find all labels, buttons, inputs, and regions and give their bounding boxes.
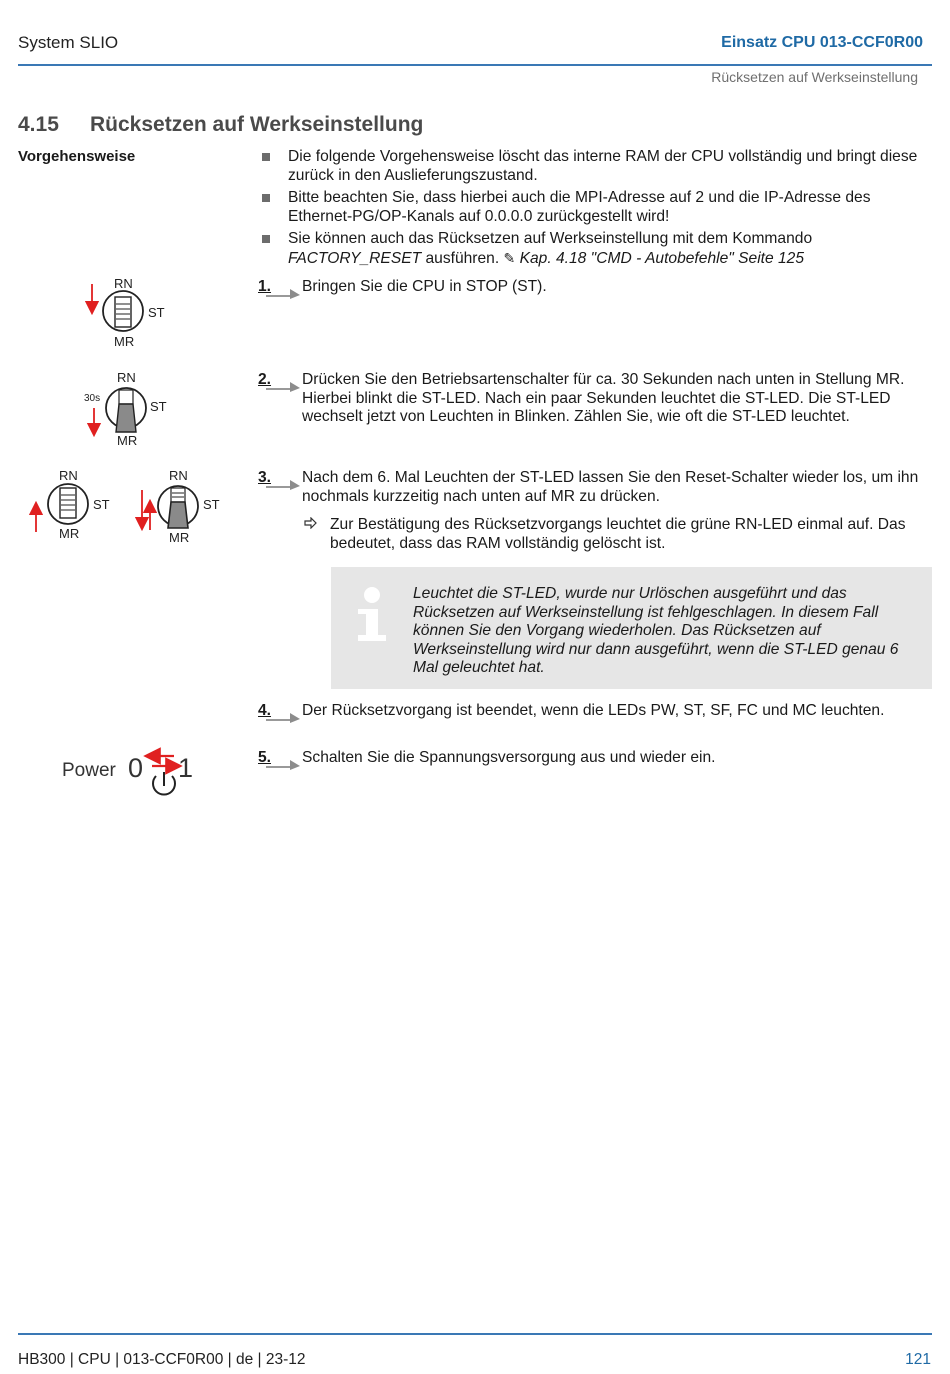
footer-page-number: 121 bbox=[905, 1351, 931, 1368]
step-number: 4. bbox=[258, 702, 272, 719]
label-st: ST bbox=[150, 399, 167, 414]
bullet-text-mid: ausführen. bbox=[421, 249, 504, 267]
label-mr: MR bbox=[117, 433, 138, 448]
result-arrow-icon bbox=[304, 517, 318, 529]
label-30s: 30s bbox=[84, 393, 101, 404]
header-chapter-title: Einsatz CPU 013-CCF0R00 bbox=[721, 34, 923, 51]
label-st: ST bbox=[203, 497, 220, 512]
step-arrow-icon bbox=[266, 380, 300, 392]
label-st: ST bbox=[93, 497, 110, 512]
header-section-subtitle: Rücksetzen auf Werkseinstellung bbox=[711, 69, 918, 85]
info-text: Leuchtet die ST-LED, wurde nur Urlöschen ausgeführt und das Rücksetzen auf Werkseinstellung ist fehlgeschlagen. In diesem Fall können Sie den Vorgang wiederholen. Das Rücksetzen auf Werkseinstellung wird nur dann ausgeführt, wenn die ST-LED genau 6 Mal geleuchtet hat. bbox=[413, 585, 899, 676]
label-mr: MR bbox=[169, 530, 190, 545]
power-on-label: 1 bbox=[178, 753, 194, 783]
step-arrow-icon bbox=[266, 287, 300, 299]
label-mr: MR bbox=[59, 526, 80, 541]
step-arrow-icon bbox=[266, 711, 300, 723]
bullet-text-pre: Sie können auch das Rücksetzen auf Werkseinstellung mit dem Kommando bbox=[288, 230, 813, 247]
label-rn: RN bbox=[114, 276, 133, 291]
power-cycle-figure bbox=[58, 746, 208, 806]
section-number: 4.15 bbox=[18, 113, 59, 136]
crossref-icon: ✎ bbox=[503, 249, 516, 266]
bullet-square-icon bbox=[262, 194, 270, 202]
label-rn: RN bbox=[59, 468, 78, 483]
header-divider bbox=[18, 64, 932, 66]
footer-divider bbox=[18, 1333, 932, 1335]
power-label: Power bbox=[62, 760, 116, 781]
step-arrow-icon bbox=[266, 478, 300, 490]
bullet-square-icon bbox=[262, 153, 270, 161]
switch-press-again-figure bbox=[134, 466, 234, 550]
step-number: 1. bbox=[258, 278, 272, 295]
command-name: FACTORY_RESET bbox=[288, 249, 422, 267]
switch-release-figure bbox=[26, 466, 126, 546]
bullet-square-icon bbox=[262, 235, 270, 243]
power-off-label: 0 bbox=[128, 753, 144, 783]
step-number: 5. bbox=[258, 749, 272, 766]
label-rn: RN bbox=[169, 468, 188, 483]
step-text: Drücken Sie den Betriebsartenschalter für ca. 30 Sekunden nach unten in Stellung MR. Hierbei blinkt die ST-LED. Nach ein paar Sekunden leuchtet die ST-LED. Die ST-LED wechselt jetzt von Leuchten in Blinken. Zählen Sie, wie oft die ST-LED leuchtet. bbox=[302, 371, 905, 425]
step-result-text: Zur Bestätigung des Rücksetzvorgangs leuchtet die grüne RN-LED einmal auf. Das bedeutet, dass das RAM vollständig gelöscht ist. bbox=[330, 516, 906, 552]
step-number: 3. bbox=[258, 469, 272, 486]
power-symbol-icon bbox=[153, 772, 175, 795]
switch-mr-30s-figure bbox=[80, 368, 180, 450]
footer-document-id: HB300 | CPU | 013-CCF0R00 | de | 23-12 bbox=[18, 1351, 306, 1368]
step-text: Nach dem 6. Mal Leuchten der ST-LED lassen Sie den Reset-Schalter wieder los, um ihn nochmals kurzzeitig nach unten auf MR zu drücken. bbox=[302, 469, 919, 505]
section-title: Rücksetzen auf Werkseinstellung bbox=[90, 113, 424, 136]
bullet-text: Bitte beachten Sie, dass hierbei auch die MPI-Adresse auf 2 und die IP-Adresse des Ethernet-PG/OP-Kanals auf 0.0.0.0 zurückgestellt wird! bbox=[288, 189, 871, 225]
label-mr: MR bbox=[114, 334, 135, 349]
info-icon bbox=[352, 585, 392, 645]
crossref-link[interactable]: Kap. 4.18 "CMD - Autobefehle" Seite 125 bbox=[519, 249, 805, 267]
step-text: Bringen Sie die CPU in STOP (ST). bbox=[302, 278, 547, 295]
step-arrow-icon bbox=[266, 758, 300, 770]
step-text: Schalten Sie die Spannungsversorgung aus und wieder ein. bbox=[302, 749, 716, 766]
switch-stop-figure bbox=[80, 274, 180, 352]
step-number: 2. bbox=[258, 371, 272, 388]
side-label-procedure: Vorgehensweise bbox=[18, 148, 136, 165]
label-st: ST bbox=[148, 305, 165, 320]
header-system-name: System SLIO bbox=[18, 33, 119, 52]
bullet-text: Die folgende Vorgehensweise löscht das interne RAM der CPU vollständig und bringt diese zurück in den Auslieferungszustand. bbox=[288, 148, 918, 184]
bullet-text bbox=[288, 230, 932, 268]
label-rn: RN bbox=[117, 370, 136, 385]
step-text: Der Rücksetzvorgang ist beendet, wenn die LEDs PW, ST, SF, FC und MC leuchten. bbox=[302, 702, 885, 719]
